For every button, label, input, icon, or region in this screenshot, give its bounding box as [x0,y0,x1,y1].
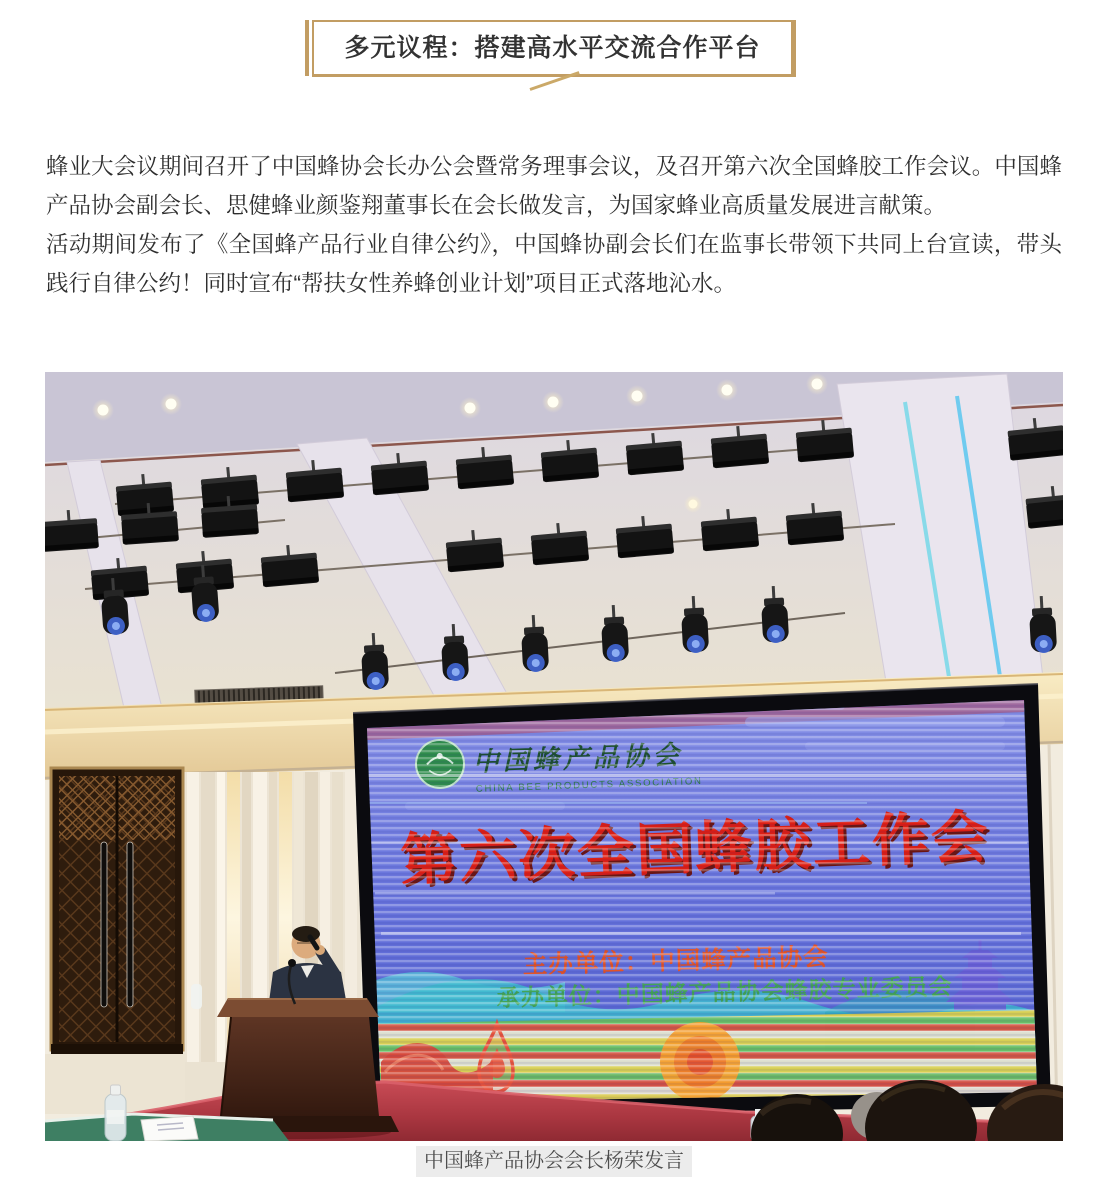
conference-photo-illustration [45,372,1063,1141]
section-header [0,20,1108,77]
door-handle [127,842,133,1007]
section-title-badge [312,20,795,77]
section-title-text: 多元议程：搭建高水平交流合作平台 [344,34,761,62]
carved-door [45,768,185,1114]
paragraph-2: 活动期间发布了《全国蜂产品行业自律公约》，中国蜂协副会长们在监事长带领下共同上台宣读，带头践行自律公约！同时宣布“帮扶女性养蜂创业计划”项目正式落地沁水。 [46,232,1062,296]
water-bottle-icon [191,984,202,1009]
photo-caption [0,1146,1108,1177]
conference-photo[interactable] [45,372,1063,1141]
article-body [46,147,1062,303]
led-screen [345,672,1063,1122]
paragraph-1: 蜂业大会议期间召开了中国蜂协会长办公会暨常务理事会议，及召开第六次全国蜂胶工作会议。中国蜂产品协会副会长、思健蜂业颜鉴翔董事长在会长做发言，为国家蜂业高质量发展进言献策。 [46,154,1062,218]
name-card [141,1116,198,1141]
door-handle [101,842,107,1007]
photo-caption-text: 中国蜂产品协会会长杨荣发言 [416,1146,692,1177]
ceiling [45,372,1063,712]
screen-content [345,672,1063,1122]
